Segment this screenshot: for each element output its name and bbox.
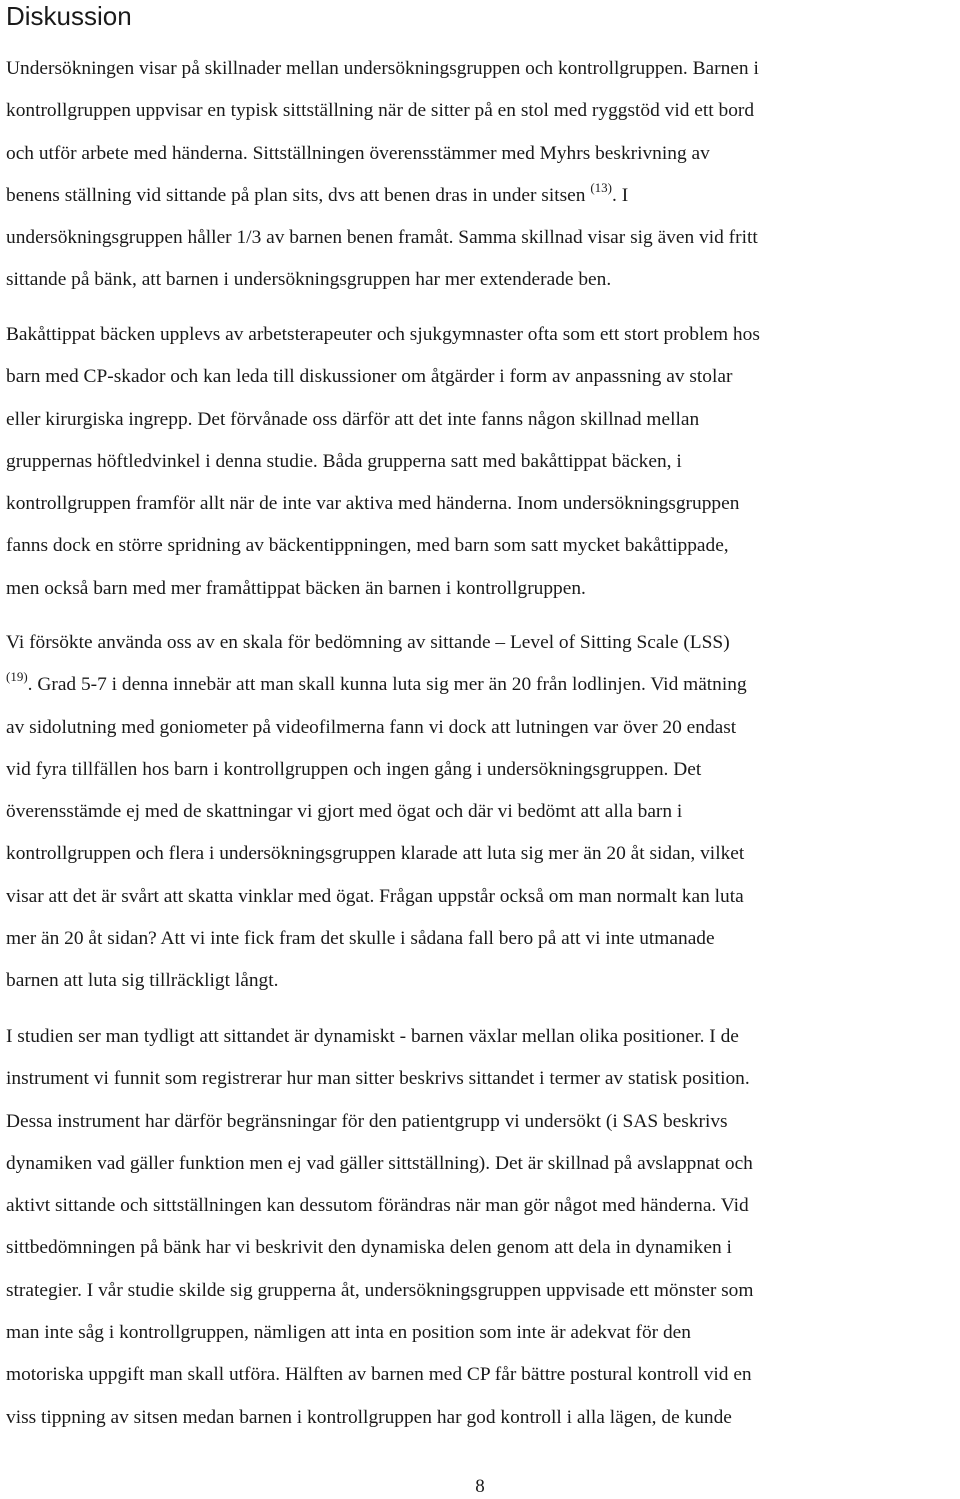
citation-ref-19: (19): [6, 669, 28, 685]
paragraph-3-line-2: [6, 664, 958, 706]
paragraph-2-line-1: Bakåttippat bäcken upplevs av arbetsterapeuter och sjukgymnaster ofta som ett stort problem hos: [6, 324, 760, 345]
paragraph-2-line-3: eller kirurgiska ingrepp. Det förvånade oss därför att det inte fanns någon skillnad mellan: [6, 408, 700, 430]
page-number: 8: [475, 1476, 485, 1497]
paragraph-1-line-6: sittande på bänk, att barnen i undersökningsgruppen har mer extenderade ben.: [6, 269, 612, 291]
paragraph-1-line-2: kontrollgruppen uppvisar en typisk sittställning när de sitter på en stol med ryggstöd vid ett bord: [6, 100, 755, 122]
paragraph-1-line-4-tail: . I: [612, 184, 629, 206]
paragraph-4-line-6: sittbedömningen på bänk har vi beskrivit den dynamiska delen genom att dela in dynamiken i: [6, 1237, 732, 1259]
paragraph-1-line-5: undersökningsgruppen håller 1/3 av barnen benen framåt. Samma skillnad visar sig även vid fritt: [6, 227, 758, 249]
paragraph-3-line-3: av sidolutning med goniometer på videofilmerna fann vi dock att lutningen var över 20 endast: [6, 716, 737, 738]
paragraph-3: [6, 622, 958, 1003]
paragraph-3-line-4: vid fyra tillfällen hos barn i kontrollgruppen och ingen gång i undersökningsgruppen. Det: [6, 758, 702, 780]
paragraph-4-line-7: strategier. I vår studie skilde sig grupperna åt, undersökningsgruppen uppvisade ett mönster som: [6, 1279, 754, 1301]
paragraph-1: [6, 48, 958, 302]
paragraph-3-line-7: visar att det är svårt att skatta vinklar med ögat. Frågan uppstår också om man normalt kan luta: [6, 885, 744, 907]
paragraph-4: [6, 1016, 958, 1439]
paragraph-4-line-8: man inte såg i kontrollgruppen, nämligen att inta en position som inte är adekvat för den: [6, 1322, 691, 1344]
paragraph-3-line-9: barnen att luta sig tillräckligt långt.: [6, 970, 279, 992]
paragraph-3-line-6: kontrollgruppen och flera i undersökningsgruppen klarade att luta sig mer än 20 åt sidan, vilket: [6, 843, 745, 865]
paragraph-3-line-2-text: . Grad 5-7 i denna innebär att man skall kunna luta sig mer än 20 från lodlinjen. Vid mätning: [27, 674, 747, 696]
section-heading: Diskussion: [6, 1, 132, 31]
paragraph-3-line-1: Vi försökte använda oss av en skala för bedömning av sittande – Level of Sitting Scale (LSS): [6, 632, 730, 653]
paragraph-2-line-5: kontrollgruppen framför allt när de inte var aktiva med händerna. Inom undersökningsgruppen: [6, 493, 740, 515]
paragraph-2-line-7: men också barn med mer framåttippat bäcken än barnen i kontrollgruppen.: [6, 577, 586, 599]
paragraph-1-line-4-text: benens ställning vid sittande på plan sits, dvs att benen dras in under sitsen: [6, 184, 591, 206]
paragraph-4-line-2: instrument vi funnit som registrerar hur man sitter beskrivs sittandet i termer av statisk position.: [6, 1068, 750, 1090]
paragraph-1-line-3: och utför arbete med händerna. Sittställningen överensstämmer med Myhrs beskrivning av: [6, 142, 710, 164]
paragraph-2-line-6: fanns dock en större spridning av bäckentippningen, med barn som satt mycket bakåttippade,: [6, 535, 729, 557]
paragraph-3-line-8: mer än 20 åt sidan? Att vi inte fick fram det skulle i sådana fall bero på att vi inte utmanade: [6, 928, 715, 950]
paragraph-2-line-2: barn med CP-skador och kan leda till diskussioner om åtgärder i form av anpassning av stolar: [6, 366, 733, 388]
paragraph-3-line-5: överensstämde ej med de skattningar vi gjort med ögat och där vi bedömt att alla barn i: [6, 801, 683, 823]
document-page: [6, 0, 956, 1428]
paragraph-4-line-5: aktivt sittande och sittställningen kan dessutom förändras när man gör något med händerna. Vid: [6, 1195, 749, 1217]
paragraph-1-line-1: Undersökningen visar på skillnader mellan undersökningsgruppen och kontrollgruppen. Barnen i: [6, 58, 759, 79]
paragraph-1-line-4: [6, 175, 958, 217]
citation-ref-13: (13): [590, 179, 612, 195]
paragraph-4-line-10: viss tippning av sitsen medan barnen i kontrollgruppen har god kontroll i alla lägen, de kunde: [6, 1406, 732, 1428]
paragraph-4-line-4: dynamiken vad gäller funktion men ej vad gäller sittställning). Det är skillnad på avslappnat och: [6, 1152, 753, 1174]
paragraph-4-line-3: Dessa instrument har därför begränsningar för den patientgrupp vi undersökt (i SAS beskrivs: [6, 1110, 728, 1132]
paragraph-2: [6, 314, 958, 610]
paragraph-4-line-1: I studien ser man tydligt att sittandet är dynamiskt - barnen växlar mellan olika positioner. I de: [6, 1026, 739, 1047]
paragraph-4-line-9: motoriska uppgift man skall utföra. Hälften av barnen med CP får bättre postural kontroll vid en: [6, 1364, 752, 1386]
paragraph-2-line-4: gruppernas höftledvinkel i denna studie. Båda grupperna satt med bakåttippat bäcken, i: [6, 450, 682, 472]
